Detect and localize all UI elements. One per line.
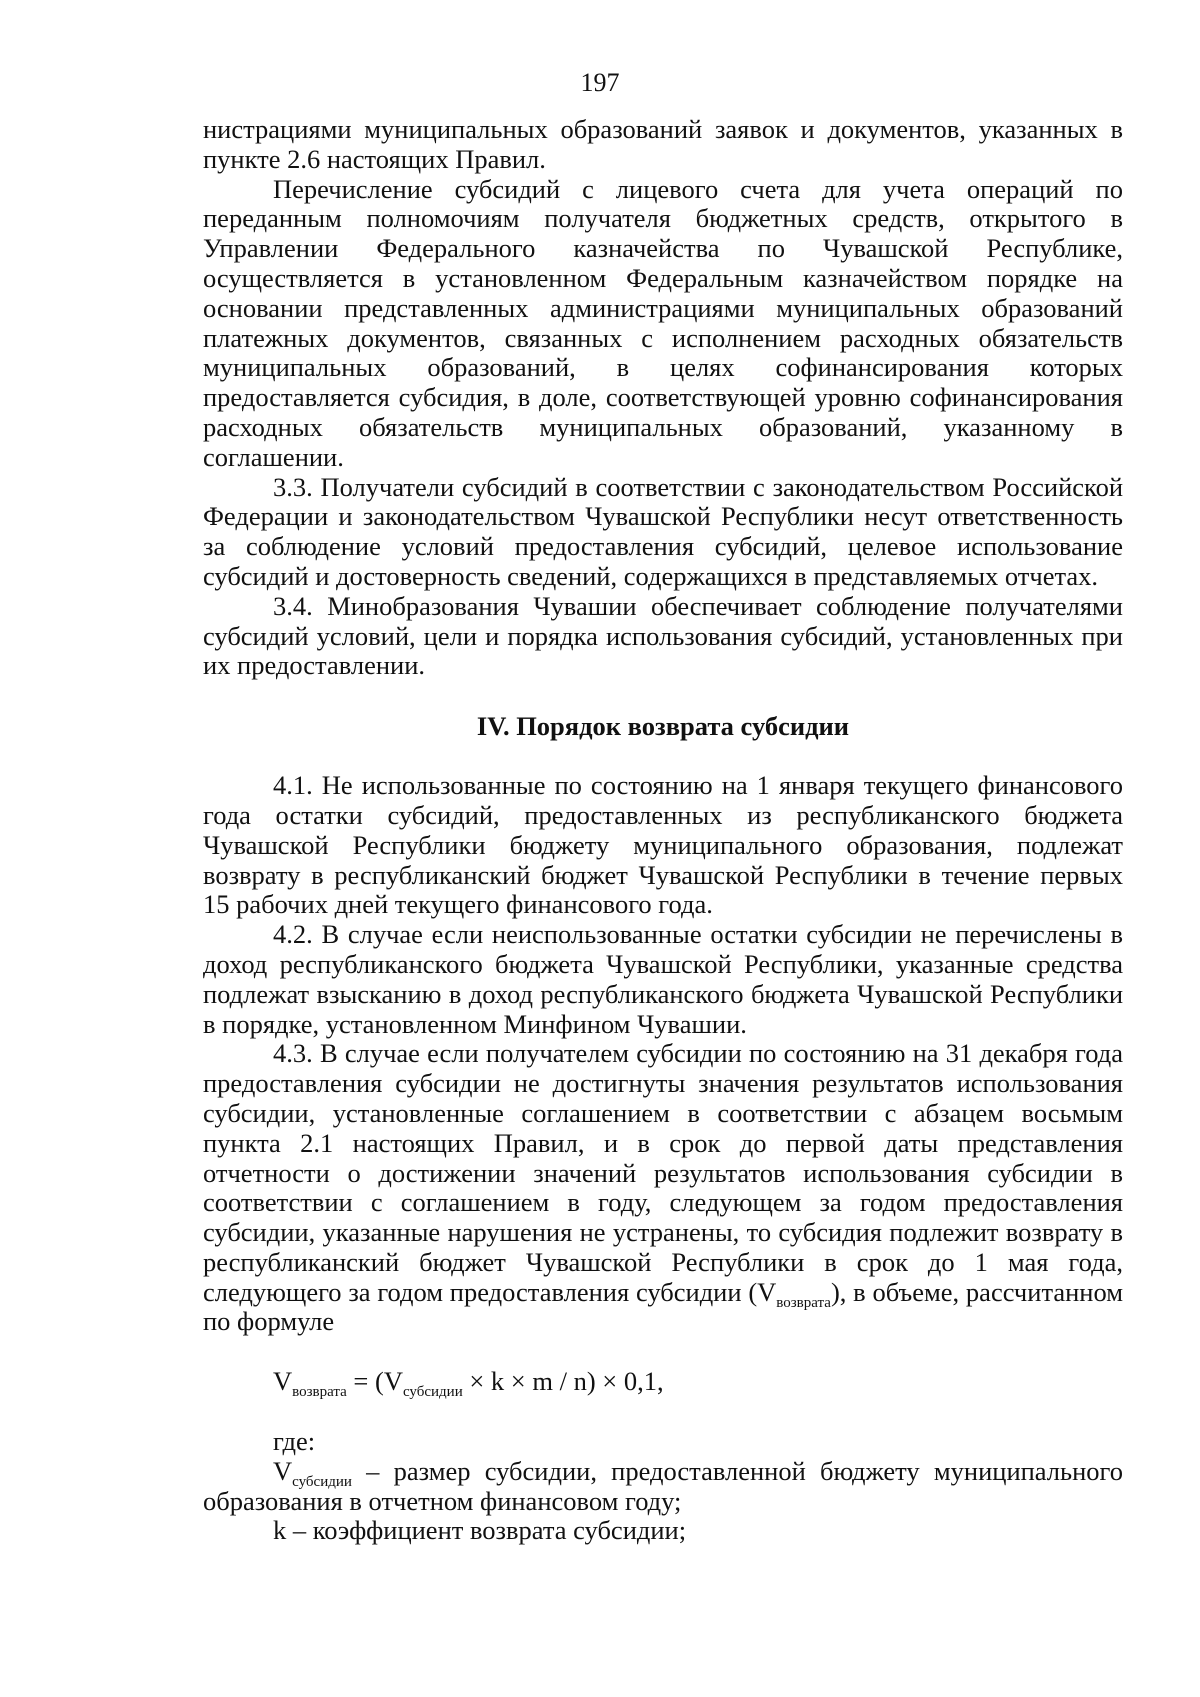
- document-body: [203, 115, 1123, 1546]
- formula-eq: = (V: [346, 1366, 403, 1397]
- formula-s-subscript: субсидии: [402, 1384, 463, 1401]
- paragraph-4-3-text: 4.3. В случае если получателем субсидии по состоянию на 31 декабря года предоставления субсидии не достигнуты значения результатов использования субсидии, установленные соглашением в соответствии с абзацем восьмым пункта 2.1 настоящих Правил, и в срок до первой даты представления отчетности о достижении значений результатов использования субсидии в соответствии с соглашением в году, следующем за годом предоставления субсидии, указанные нарушения не устранены, то субсидия подлежит возврату в республиканский бюджет Чувашской Республики в срок до 1 мая года, следующего за годом предоставления субсидии (V: [203, 1038, 1123, 1307]
- paragraph-4-2: 4.2. В случае если неиспользованные остатки субсидии не перечислены в доход республиканского бюджета Чувашской Республики, указанные средства подлежат взысканию в доход республиканского бюджета Чувашской Республики в порядке, установленном Минфином Чувашии.: [203, 919, 1123, 1039]
- paragraph-4-3-end: ), в объеме, рассчитанном по формуле: [203, 1276, 1123, 1337]
- paragraph-transfer: Перечисление субсидий с лицевого счета для учета операций по переданным полномочиям получателя бюджетных средств, открытого в Управлении Федерального казначейства по Чувашской Республике, осуществляется в установленном Федеральным казначейством порядке на основании представленных администрациями муниципальных образований платежных документов, связанных с исполнением расходных обязательств муниципальных образований, в целях софинансирования которых предоставляется субсидия, в доле, соответствующей уровню софинансирования расходных обязательств муниципальных образований, указанному в соглашении.: [203, 173, 1123, 472]
- paragraph-4-1: 4.1. Не использованные по состоянию на 1 января текущего финансового года остатки субсидий, предоставленных из республиканского бюджета Чувашской Республики бюджету муниципального образования, подлежат возврату в республиканский бюджет Чувашской Республики в течение первых 15 рабочих дней текущего финансового года.: [203, 770, 1123, 920]
- def-v-text: – размер субсидии, предоставленной бюджету муниципального образования в отчетном финансовом году;: [203, 1455, 1123, 1516]
- definition-k: k – коэффициент возврата субсидии;: [273, 1515, 687, 1546]
- return-formula: [273, 1366, 1123, 1401]
- paragraph-continuation: нистрациями муниципальных образований заявок и документов, указанных в пункте 2.6 настоящих Правил.: [203, 114, 1123, 174]
- formula-v: V: [273, 1366, 293, 1397]
- section-heading: IV. Порядок возврата субсидии: [476, 711, 850, 742]
- formula-v-subscript: возврата: [292, 1384, 347, 1401]
- def-v-symbol: V: [273, 1455, 293, 1486]
- paragraph-3-3: 3.3. Получатели субсидий в соответствии с законодательством Российской Федерации и законодательством Чувашской Республики несут ответственность за соблюдение условий предоставления субсидий, целевое использование субсидий и достоверность сведений, содержащихся в представляемых отчетах.: [203, 471, 1123, 591]
- def-v-subscript: субсидии: [292, 1473, 352, 1490]
- paragraph-4-3: [203, 1039, 1123, 1337]
- subscript-return: возврата: [776, 1294, 831, 1311]
- where-label: где:: [273, 1426, 316, 1457]
- formula-rest: × k × m / n) × 0,1,: [462, 1366, 664, 1397]
- definition-v-subsidy: [203, 1457, 1123, 1517]
- page-number: 197: [580, 68, 620, 97]
- paragraph-3-4: 3.4. Минобразования Чувашии обеспечивает соблюдение получателями субсидий условий, цели и порядка использования субсидий, установленных при их предоставлении.: [203, 590, 1123, 681]
